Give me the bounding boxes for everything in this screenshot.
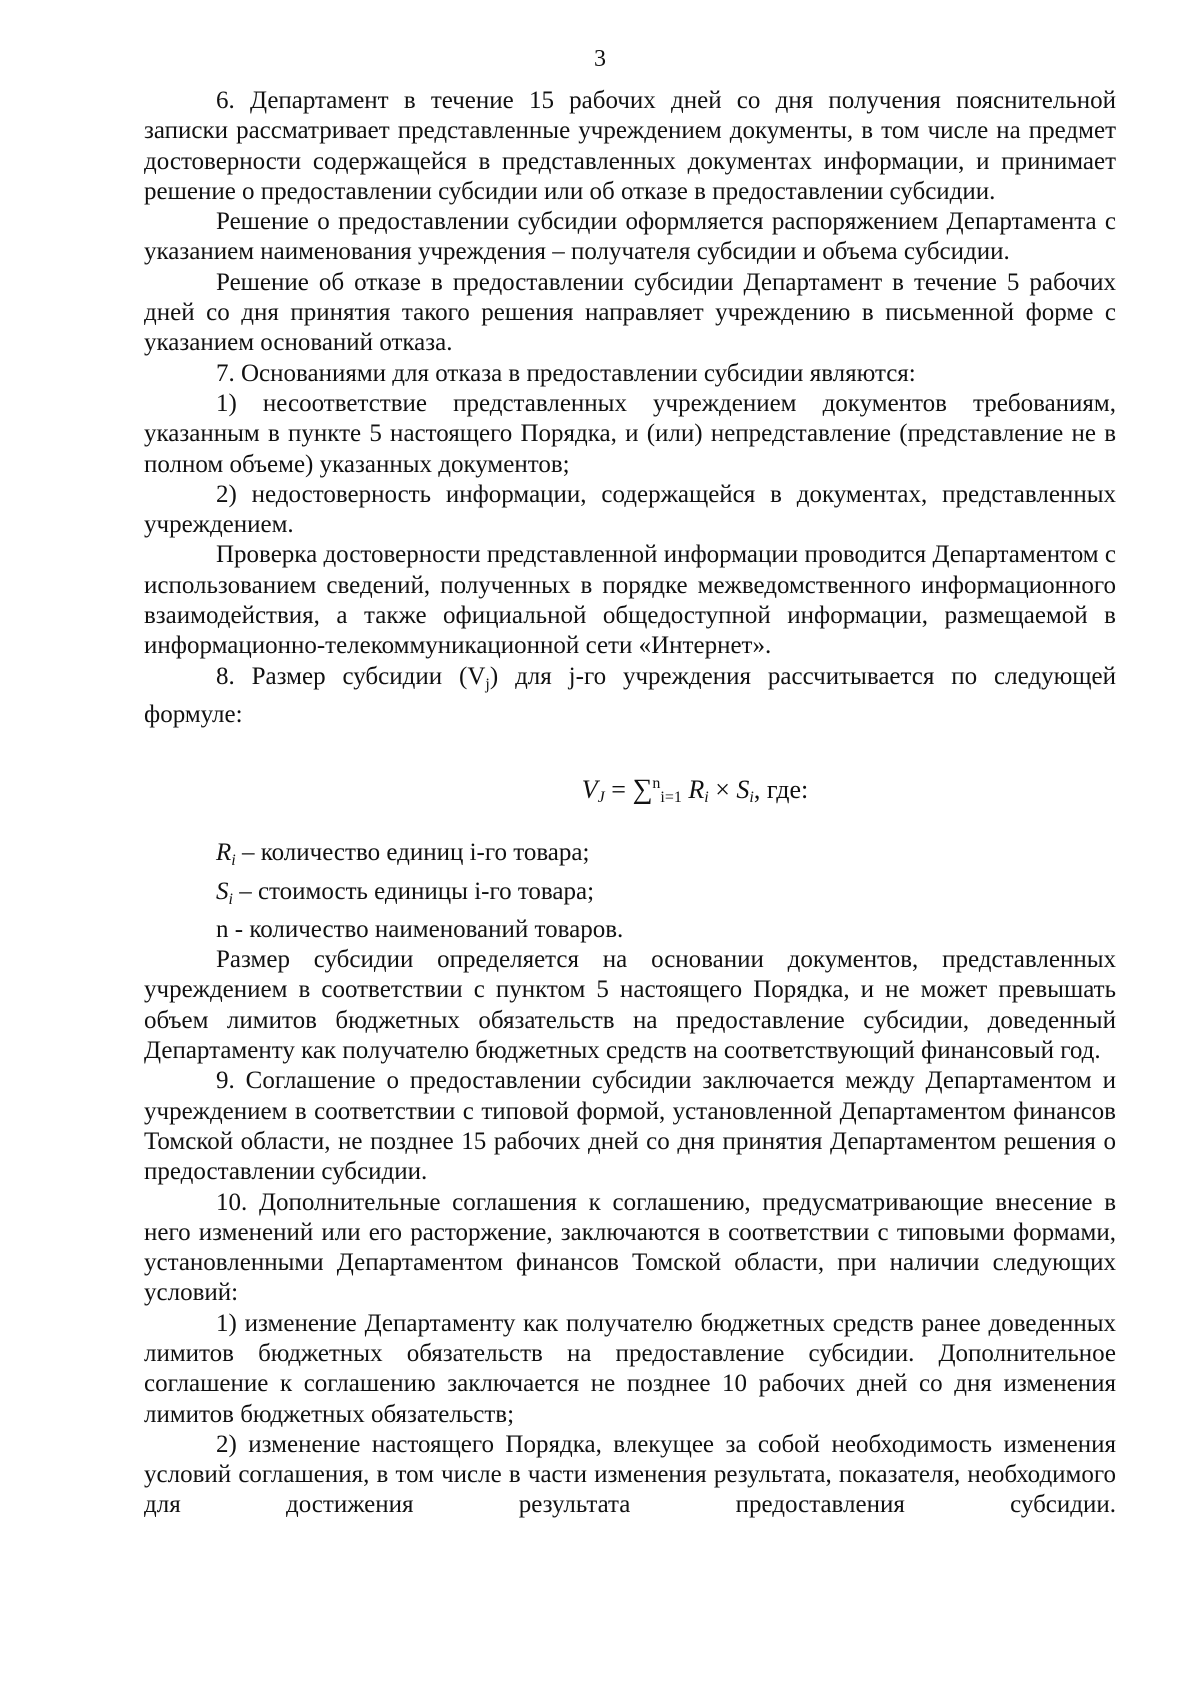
definition-r-sub: i <box>231 852 236 870</box>
paragraph-6-decision: Решение о предоставлении субсидии оформляется распоряжением Департамента с указанием наименования учреждения – получателя субсидии и объема субсидии. <box>144 208 1116 266</box>
formula-lhs-sub: J <box>597 789 605 807</box>
paragraph-8 <box>144 662 1116 731</box>
paragraph-7-item-1: 1) несоответствие представленных учреждением документов требованиям, указанным в пункте 5 настоящего Порядка, и (или) непредставление (представление не в полном объеме) указанных документов; <box>144 389 1116 478</box>
definition-r-text: – количество единиц i-го товара; <box>235 839 590 867</box>
definition-r-symbol: R <box>216 839 232 867</box>
definition-s <box>144 877 1116 915</box>
paragraph-9: 9. Соглашение о предоставлении субсидии заключается между Департаментом и учреждением в соответствии с типовой формой, установленной Департаментом финансов Томской области, не позднее 15 рабочих дней со дня принятия Департаментом решения о предоставлении субсидии. <box>144 1067 1116 1186</box>
definition-r <box>144 838 1116 876</box>
paragraph-10-item-2: 2) изменение настоящего Порядка, влекущее за собой необходимость изменения условий соглашения, в том числе в части изменения результата, показателя, необходимого для достижения результата предоставления субсидии. <box>144 1430 1116 1519</box>
paragraph-6: 6. Департамент в течение 15 рабочих дней со дня получения пояснительной записки рассматривает представленные учреждением документы, в том числе на предмет достоверности содержащейся в представленных документах информации, и принимает решение о предоставлении субсидии или об отказе в предоставлении субсидии. <box>144 87 1116 205</box>
paragraph-8-subscript: j <box>485 675 490 693</box>
formula-equals: = <box>604 775 633 805</box>
paragraph-8-start: 8. Размер субсидии (V <box>216 662 486 690</box>
formula-s-sub: i <box>749 789 754 807</box>
paragraph-10: 10. Дополнительные соглашения к соглашению, предусматривающие внесение в него изменений или его расторжение, заключаются в соответствии с типовыми формами, установленными Департаментом финансов Томской области, при наличии следующих условий: <box>144 1188 1116 1307</box>
subsidy-formula <box>144 768 1116 814</box>
page-number: 3 <box>594 46 606 72</box>
formula-s: S <box>736 775 750 805</box>
definition-n <box>144 915 1116 945</box>
paragraph-7-verification: Проверка достоверности представленной информации проводится Департаментом с использованием сведений, полученных в порядке межведомственного информационного взаимодействия, а также официальной общедоступной информации, размещаемой в информационно-телекоммуникационной сети «Интернет». <box>144 541 1116 660</box>
formula-r-sub: i <box>704 789 709 807</box>
formula-sum: ∑ <box>632 774 653 806</box>
formula-tail: , где: <box>753 775 809 805</box>
document-body <box>144 86 1116 1521</box>
formula-sum-sub: i=1 <box>660 789 682 807</box>
paragraph-8-end: ) для j-го учреждения рассчитывается по следующей формуле: <box>144 662 1116 728</box>
paragraph-7: 7. Основаниями для отказа в предоставлении субсидии являются: <box>216 359 916 387</box>
paragraph-7-item-2: 2) недостоверность информации, содержащейся в документах, представленных учреждением. <box>144 480 1116 539</box>
definition-n-text: n - количество наименований товаров. <box>216 915 624 943</box>
paragraph-6-refusal: Решение об отказе в предоставлении субсидии Департамент в течение 5 рабочих дней со дня принятия такого решения направляет учреждению в письменной форме с указанием оснований отказа. <box>144 268 1116 357</box>
formula-r: R <box>688 775 705 805</box>
definition-s-sub: i <box>228 890 233 908</box>
formula-times: × <box>708 775 737 805</box>
formula-lhs: V <box>581 775 598 805</box>
paragraph-10-item-1: 1) изменение Департаменту как получателю бюджетных средств ранее доведенных лимитов бюджетных обязательств на предоставление субсидии. Дополнительное соглашение к соглашению заключается не позднее 10 рабочих дней со дня изменения лимитов бюджетных обязательств; <box>144 1309 1116 1428</box>
definition-s-text: – стоимость единицы i-го товара; <box>232 877 595 905</box>
paragraph-8-size: Размер субсидии определяется на основании документов, представленных учреждением в соответствии с пунктом 5 настоящего Порядка, и не может превышать объем лимитов бюджетных обязательств на предоставление субсидии, доведенный Департаменту как получателю бюджетных средств на соответствующий финансовый год. <box>144 946 1116 1065</box>
definition-s-symbol: S <box>216 877 229 905</box>
formula-sum-sup: n <box>652 775 661 793</box>
